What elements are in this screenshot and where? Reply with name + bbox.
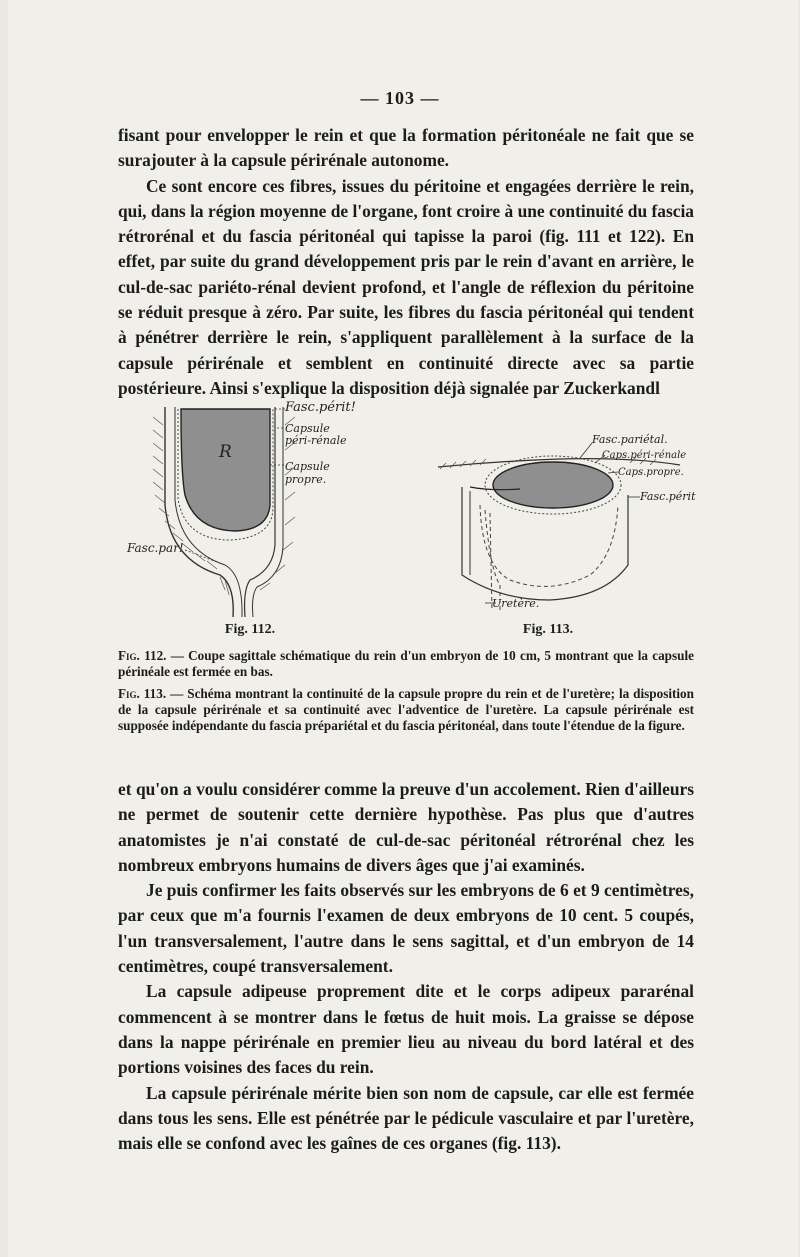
annotation-capsule-2: Capsule: [285, 460, 330, 473]
paragraph: La capsule périrénale mérite bien son nom de capsule, car elle est fermée dans tous les sens. Elle est pénétrée par le pédicule vasculaire et par l'uretère, mais elle se confond avec les gaînes de ces organes (fig. 113).: [118, 1082, 694, 1154]
paragraph: et qu'on a voulu considérer comme la preuve d'un accolement. Rien d'ailleurs ne permet de soutenir cette dernière hypothèse. Pas plus que d'autres anatomistes je n'ai constaté de cul-de-sac péritonéal rétrorénal chez les nombreux embryons humains de divers âges que j'ai examinés.: [118, 779, 694, 875]
figure-113: [430, 425, 700, 615]
annotation-caps-peri-renale: Caps.péri-rénale: [602, 450, 687, 461]
annotation-peri-renale: péri-rénale: [285, 434, 347, 447]
annotation-fasc-perit: Fasc.périt!: [285, 400, 356, 415]
caption-text: — Schéma montrant la continuité de la capsule propre du rein et de l'uretère; la disposition de la capsule périrénale et sa continuité avec l'adventice de l'uretère. La capsule périrénale est supposée indépendante du fascia prépariétal et du fascia péritonéal, dans toute l'étendue de la figure.: [118, 686, 694, 734]
caption-text: — Coupe sagittale schématique du rein d'un embryon de 10 cm, 5 montrant que la capsule périnéale est fermée en bas.: [118, 648, 694, 680]
annotation-propre: propre.: [285, 473, 327, 486]
kidney-label: R: [219, 442, 232, 462]
annotation-fasc-parietal: Fasc.pariétal.: [592, 433, 668, 446]
figure-113-label: Fig. 113.: [522, 622, 574, 637]
annotation-capsule: Capsule: [285, 422, 330, 435]
caption-fig-112: [118, 648, 694, 680]
annotation-uretere: Uretère.: [492, 597, 540, 610]
annotation-caps-propre: Caps.propre.: [618, 467, 684, 478]
figure-112: [125, 395, 365, 620]
paragraph: Je puis confirmer les faits observés sur les embryons de 6 et 9 centimètres, par ceux que m'a fournis l'examen de deux embryons de 10 cent. 5 coupés, l'un transversalement, l'autre dans le sens sagittal, et d'un embryon de 14 centimètres, coupé transversalement.: [118, 880, 694, 977]
annotation-fasc-par: Fasc.par!: [127, 541, 184, 555]
caption-number: Fig. 112.: [118, 648, 167, 663]
text-block-top: [118, 123, 694, 401]
caption-number: Fig. 113.: [118, 686, 167, 701]
annotation-fasc-perit: Fasc.périt: [640, 490, 696, 503]
figure-112-label: Fig. 112.: [224, 622, 276, 637]
caption-fig-113: [118, 686, 694, 735]
paragraph: Ce sont encore ces fibres, issues du péritoine et engagées derrière le rein, qui, dans la région moyenne de l'organe, font croire à une continuité du fascia rétrorénal et du fascia péritonéal qui tapisse la paroi (fig. 111 et 122). En effet, par suite du grand développement pris par le rein d'avant en arrière, le cul-de-sac pariéto-rénal devient profond, et l'angle de réflexion du péritoine se réduit presque à zéro. Par suite, les fibres du fascia péritonéal qui tendent à pénétrer derrière le rein, s'appliquent parallèlement à la surface de la capsule périrénale et semblent en continuité directe avec sa partie postérieure. Ainsi s'explique la disposition déjà signalée par Zuckerkandl: [118, 175, 694, 398]
page-number: — 103 —: [360, 88, 440, 108]
paragraph: fisant pour envelopper le rein et que la formation péritonéale ne fait que se surajouter à la capsule périrénale autonome.: [118, 125, 694, 171]
paragraph: La capsule adipeuse proprement dite et le corps adipeux pararénal commencent à se montrer dans le fœtus de huit mois. La graisse se dépose dans la nappe périrénale en premier lieu au niveau du bord latéral et des portions voisines des faces du rein.: [118, 981, 694, 1078]
text-block-bottom: [118, 777, 694, 1156]
